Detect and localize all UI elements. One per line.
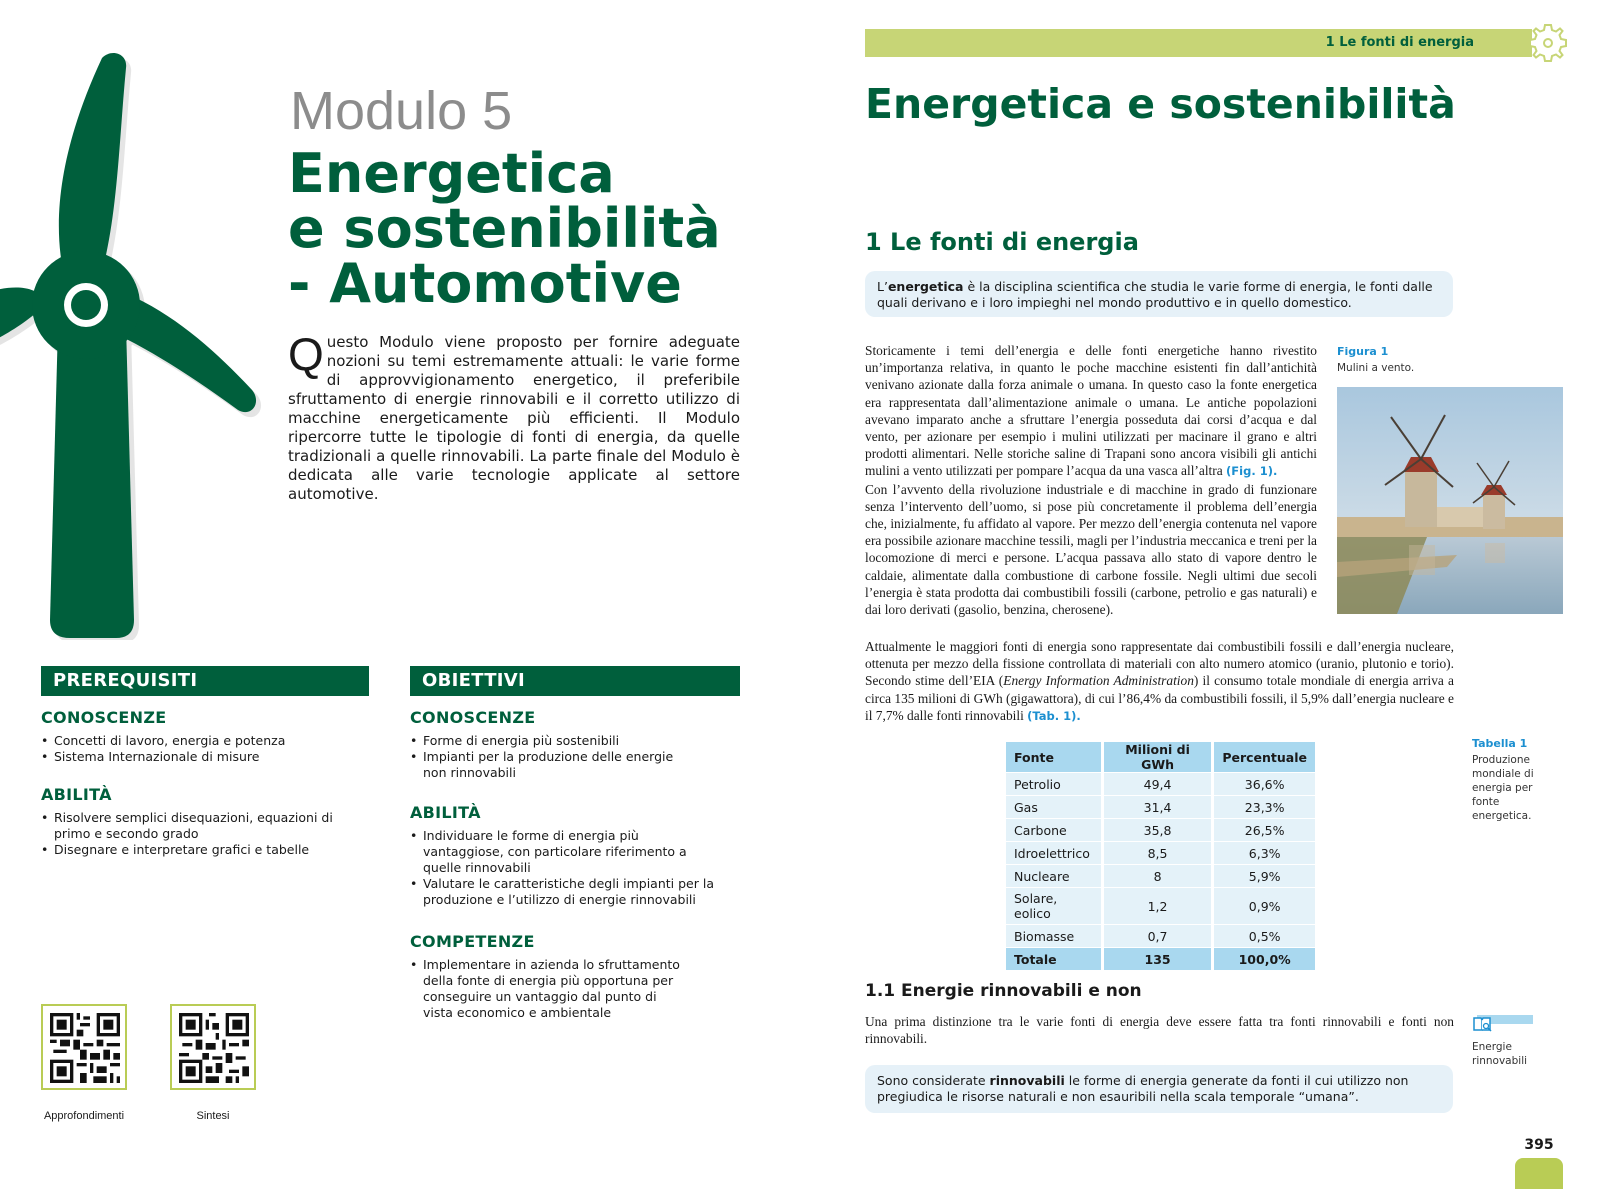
prerequisites-box [41, 666, 369, 858]
prereq-knowledge-list [41, 733, 369, 765]
qr-code-approfondimenti[interactable] [41, 1004, 127, 1090]
figure-caption-text: Mulini a vento. [1337, 362, 1415, 374]
table-row [1006, 865, 1317, 888]
figure-reference-link[interactable]: (Fig. 1). [1226, 464, 1278, 479]
definition-text: le forme di energia generate da fonti il cui utilizzo non pregiudica le risorse naturali e non esauribili nella scala temporale “umana”. [877, 1073, 1409, 1104]
table-cell: Biomasse [1006, 925, 1102, 948]
page-number: 395 [1524, 1137, 1554, 1153]
obj-skills-list [410, 828, 720, 908]
table-cell: 6,3% [1213, 842, 1317, 865]
table-cell: 0,9% [1213, 888, 1317, 925]
table-caption-title: Tabella 1 [1472, 737, 1528, 750]
module-title [288, 142, 788, 315]
list-item: • Implementare in azienda lo sfruttamento della fonte di energia più opportuna per conseguire un vantaggio dal punto di vista economico e ambientale [410, 957, 685, 1021]
paragraph-text: Con l’avvento della rivoluzione industriale e di macchine in grado di funzionare senza l’intervento dell’uomo, si pose più concretamente il problema dell’energia che, inizialmente, fu affidato al vapore. Per mezzo dell’energia contenuta nel vapore era possibile azionare macchine tessili, magli per l’industria meccanica e treni per la locomozione di merci e persone. L’acqua passava allo stato di vapore dentro le caldaie, alimentate dalla combustione di carbone fossile. Negli ultimi due secoli l’energia è stata prodotta dai combustibili fossili (carbone, petrolio e gas naturali) e dai loro derivati (gasolio, benzina, cherosene). [865, 481, 1317, 618]
qr-code-icon [50, 1013, 120, 1083]
table-reference-link[interactable]: (Tab. 1). [1027, 708, 1081, 723]
qr-code-sintesi[interactable] [170, 1004, 256, 1090]
table-cell: Totale [1006, 948, 1102, 971]
table-cell: 0,7 [1102, 925, 1213, 948]
definition-prefix: Sono considerate [877, 1073, 990, 1088]
figure-caption-title: Figura 1 [1337, 345, 1389, 358]
module-title-line: Energetica [288, 142, 615, 205]
list-item: • Forme di energia più sostenibili [410, 733, 680, 749]
list-item: • Individuare le forme di energia più vantaggiose, con particolare riferimento a quelle rinnovabili [410, 828, 720, 876]
definition-text: è la disciplina scientifica che studia le varie forme di energia, le fonti dalle quali derivano e i loro impieghi nel mondo produttivo e in quello domestico. [877, 279, 1433, 310]
table-cell: Solare, eolico [1006, 888, 1102, 925]
paragraph-text: Storicamente i temi dell’energia e delle fonti energetiche hanno rivestito un’importanza relativa, in quanto le poche macchine esistenti fin dall’antichità venivano azionate dalla forza animale o umana. In questo caso la fonte energetica era rappresentata dall’alimentazione animale o umana. Le antiche popolazioni avevano imparato anche a sfruttare l’energia posseduta dai corsi d’acqua e dal vento, per azionare per esempio i mulini utilizzati per macinare il grano e altri prodotti alimentari. Nelle storiche saline di Trapani sono ancora visibili gli antichi mulini a vento utilizzati per pompare l’acqua da una vasca all’altra [865, 343, 1317, 479]
definition-box-renewables [865, 1065, 1453, 1113]
obj-knowledge-heading: CONOSCENZE [410, 708, 536, 727]
table-cell: 8,5 [1102, 842, 1213, 865]
table-cell: 23,3% [1213, 796, 1317, 819]
table-header-cell: Fonte [1006, 742, 1102, 773]
definition-term: rinnovabili [989, 1073, 1065, 1088]
module-label: Modulo 5 [290, 81, 513, 141]
prereq-skills-list [41, 810, 369, 858]
table-cell: 0,5% [1213, 925, 1317, 948]
table-total-row [1006, 948, 1317, 971]
definition-term: energetica [887, 279, 964, 294]
paragraph-current-sources [865, 638, 1454, 725]
prerequisites-heading: PREREQUISITI [41, 666, 369, 696]
objectives-box [410, 666, 740, 1021]
table-cell: Carbone [1006, 819, 1102, 842]
table-header-cell: Percentuale [1213, 742, 1317, 773]
table-cell: 31,4 [1102, 796, 1213, 819]
list-item: • Valutare le caratteristiche degli impianti per la produzione e l’utilizzo di energie rinnovabili [410, 876, 720, 908]
list-item: • Impianti per la produzione delle energie non rinnovabili [410, 749, 680, 781]
table-cell: 36,6% [1213, 773, 1317, 796]
table-cell: Petrolio [1006, 773, 1102, 796]
table-cell: 8 [1102, 865, 1213, 888]
module-title-line: e sostenibilità [288, 197, 721, 260]
table-row [1006, 925, 1317, 948]
objectives-heading: OBIETTIVI [410, 666, 740, 696]
table-caption [1472, 737, 1542, 823]
intro-text: uesto Modulo viene proposto per fornire adeguate nozioni su temi estremamente attuali: le varie forme di approvvigionamento energetico, il preferibile sfruttamento di energie rinnovabili e il corretto utilizzo di macchine energeticamente più efficienti. Il Modulo ripercorre tutte le tipologie di fonti di energia, da quelle tradizionali a quelle rinnovabili. La parte finale del Modulo è dedicata alle varie tecnologie applicate al settore automotive. [288, 333, 740, 503]
wind-turbine-illustration [0, 40, 280, 640]
subsection-title: 1.1 Energie rinnovabili e non [865, 981, 1142, 1001]
paragraph-history [865, 342, 1317, 618]
table-row [1006, 842, 1317, 865]
running-header-label: 1 Le fonti di energia [1325, 35, 1474, 50]
table-row [1006, 888, 1317, 925]
module-title-line: - Automotive [288, 252, 682, 315]
paragraph-italic: Energy Information Administration [1003, 673, 1194, 689]
definition-prefix: L’ [877, 279, 888, 294]
module-intro [288, 328, 740, 504]
table-cell: 100,0% [1213, 948, 1317, 971]
gear-icon [1527, 22, 1569, 64]
table-header-row [1006, 742, 1317, 773]
page-number-tab [1515, 1158, 1563, 1189]
paragraph-renewables: Una prima distinzione tra le varie fonti di energia deve essere fatta tra fonti rinnovabili e fonti non rinnovabili. [865, 1014, 1454, 1047]
definition-box [865, 271, 1453, 317]
table-caption-text: Produzione mondiale di energia per fonte energetica. [1472, 754, 1534, 822]
obj-competences-list [410, 957, 685, 1021]
section-title: 1 Le fonti di energia [865, 228, 1139, 256]
figure-caption [1337, 345, 1414, 375]
obj-skills-heading: ABILITÀ [410, 803, 481, 822]
list-item: • Disegnare e interpretare grafici e tabelle [41, 842, 369, 858]
table-row [1006, 819, 1317, 842]
table-cell: 1,2 [1102, 888, 1213, 925]
obj-competences-heading: COMPETENZE [410, 932, 535, 951]
table-cell: 35,8 [1102, 819, 1213, 842]
running-header-bar [865, 29, 1532, 57]
table-cell: Gas [1006, 796, 1102, 819]
intro-dropcap: Q [288, 328, 324, 380]
windmills-photo [1337, 387, 1563, 614]
table-cell: 135 [1102, 948, 1213, 971]
list-item: • Sistema Internazionale di misure [41, 749, 369, 765]
qr-caption: Sintesi [196, 1110, 230, 1122]
side-link-label[interactable]: Energie rinnovabili [1472, 1041, 1528, 1067]
obj-knowledge-list [410, 733, 680, 781]
table-row [1006, 773, 1317, 796]
table-cell: 49,4 [1102, 773, 1213, 796]
paragraph-text: ) il consumo totale mondiale di energia arriva a circa 135 milioni di GWh (gigawattora), di cui l’86,4% da combustibili fossili, il 5,9% dall’energia nucleare e il 7,7% dalle fonti rinnovabili [865, 673, 1454, 723]
table-cell: 5,9% [1213, 865, 1317, 888]
qr-caption: Approfondimenti [43, 1110, 125, 1122]
table-cell: 26,5% [1213, 819, 1317, 842]
list-item: • Concetti di lavoro, energia e potenza [41, 733, 369, 749]
table-row [1006, 796, 1317, 819]
qr-code-icon [179, 1013, 249, 1083]
table-cell: Idroelettrico [1006, 842, 1102, 865]
book-link-icon[interactable] [1472, 1015, 1492, 1033]
prereq-knowledge-heading: CONOSCENZE [41, 708, 167, 727]
paragraph-text: Attualmente le maggiori fonti di energia sono rappresentate dai combustibili fossili e dall’energia nucleare, ottenuta per mezzo della fissione controllata di materiali con alto numero atomico (uranio, plutonio e torio). Secondo stime dell’EIA ( [865, 639, 1454, 689]
table-cell: Nucleare [1006, 865, 1102, 888]
table-header-cell: Milioni di GWh [1102, 742, 1213, 773]
page-title: Energetica e sostenibilità [865, 80, 1456, 128]
energy-production-table [1006, 742, 1318, 971]
list-item: • Risolvere semplici disequazioni, equazioni di primo e secondo grado [41, 810, 369, 842]
prereq-skills-heading: ABILITÀ [41, 785, 112, 804]
